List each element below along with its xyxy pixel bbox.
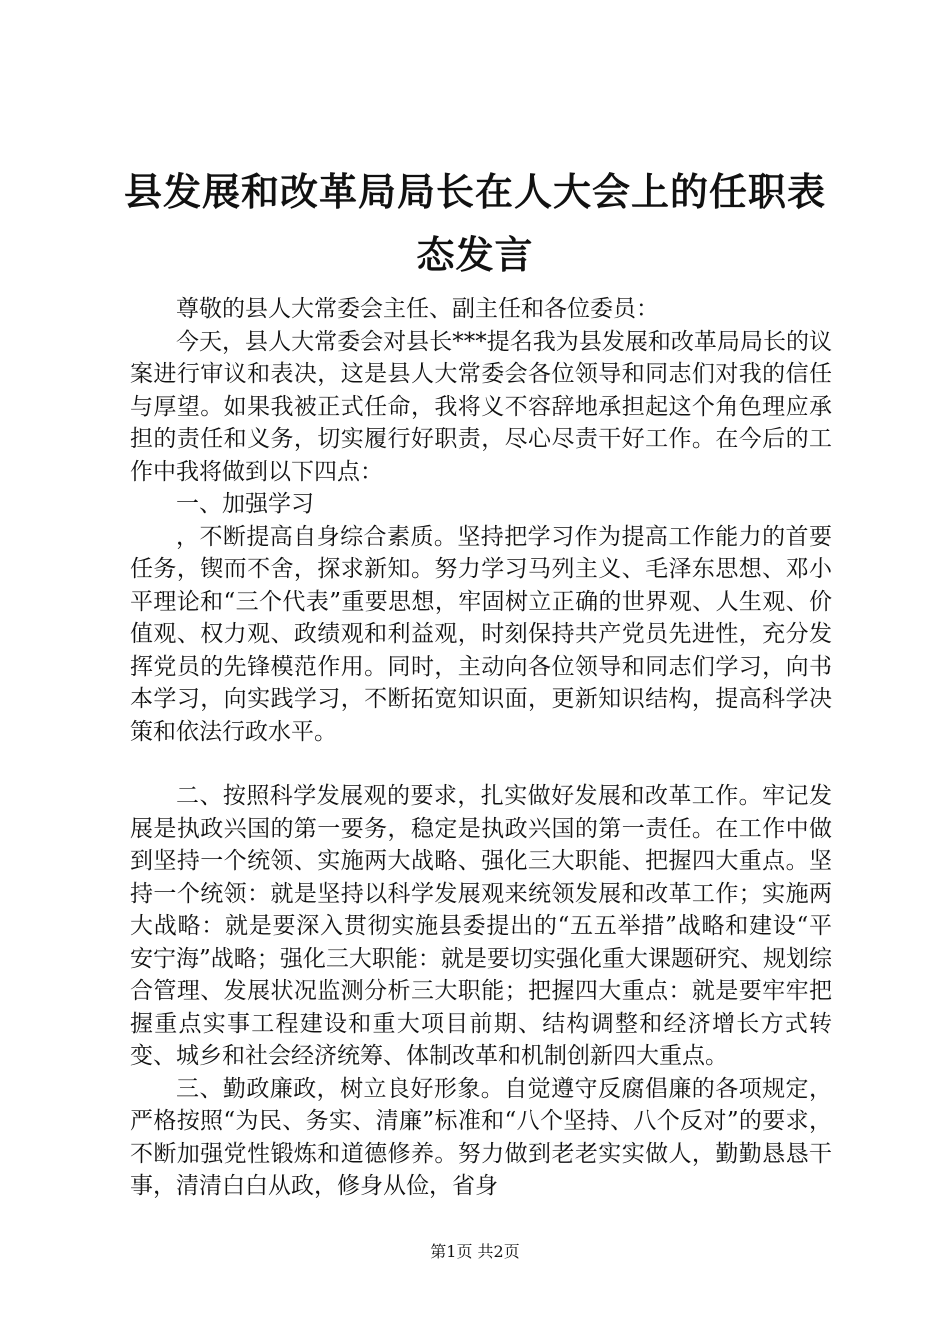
page-number-footer: 第1页 共2页 [430, 1242, 520, 1261]
intro-paragraph: 今天，县人大常委会对县长***提名我为县发展和改革局局长的议案进行审议和表决，这是县人大常委会各位领导和同志们对我的信任与厚望。如果我被正式任命，我将义不容辞地承担起这个角色理应承担的责任和义务，切实履行好职责，尽心尽责干好工作。在今后的工作中我将做到以下四点： [130, 328, 832, 485]
section-heading: 一、加强学习 [176, 491, 314, 517]
section-one-paragraph: ，不断提高自身综合素质。坚持把学习作为提高工作能力的首要任务，锲而不舍，探求新知。努力学习马列主义、毛泽东思想、邓小平理论和“三个代表”重要思想，牢固树立正确的世界观、人生观、价值观、权力观、政绩观和利益观，时刻保持共产党员先进性，充分发挥党员的先锋模范作用。同时，主动向各位领导和同志们学习，向书本学习，向实践学习，不断拓宽知识面，更新知识结构，提高科学决策和依法行政水平。 [130, 523, 832, 745]
section-three-paragraph: 三、勤政廉政，树立良好形象。自觉遵守反腐倡廉的各项规定，严格按照“为民、务实、清廉”标准和“八个坚持、八个反对”的要求，不断加强党性锻炼和道德修养。努力做到老老实实做人，勤勤恳恳干事，清清白白从政，修身从俭，省身 [130, 1075, 832, 1199]
document-title: 县发展和改革局局长在人大会上的任职表态发言 [123, 169, 826, 277]
document-body [130, 293, 832, 1203]
salutation-paragraph: 尊敬的县人大常委会主任、副主任和各位委员： [176, 296, 659, 322]
section-two-paragraph: 二、按照科学发展观的要求，扎实做好发展和改革工作。牢记发展是执政兴国的第一要务，稳定是执政兴国的第一责任。在工作中做到坚持一个统领、实施两大战略、强化三大职能、把握四大重点。坚持一个统领：就是坚持以科学发展观来统领发展和改革工作；实施两大战略：就是要深入贯彻实施县委提出的“五五举措”战略和建设“平安宁海”战略；强化三大职能：就是要切实强化重大课题研究、规划综合管理、发展状况监测分析三大职能；把握四大重点：就是要牢牢把握重点实事工程建设和重大项目前期、结构调整和经济增长方式转变、城乡和社会经济统筹、体制改革和机制创新四大重点。 [130, 783, 832, 1069]
